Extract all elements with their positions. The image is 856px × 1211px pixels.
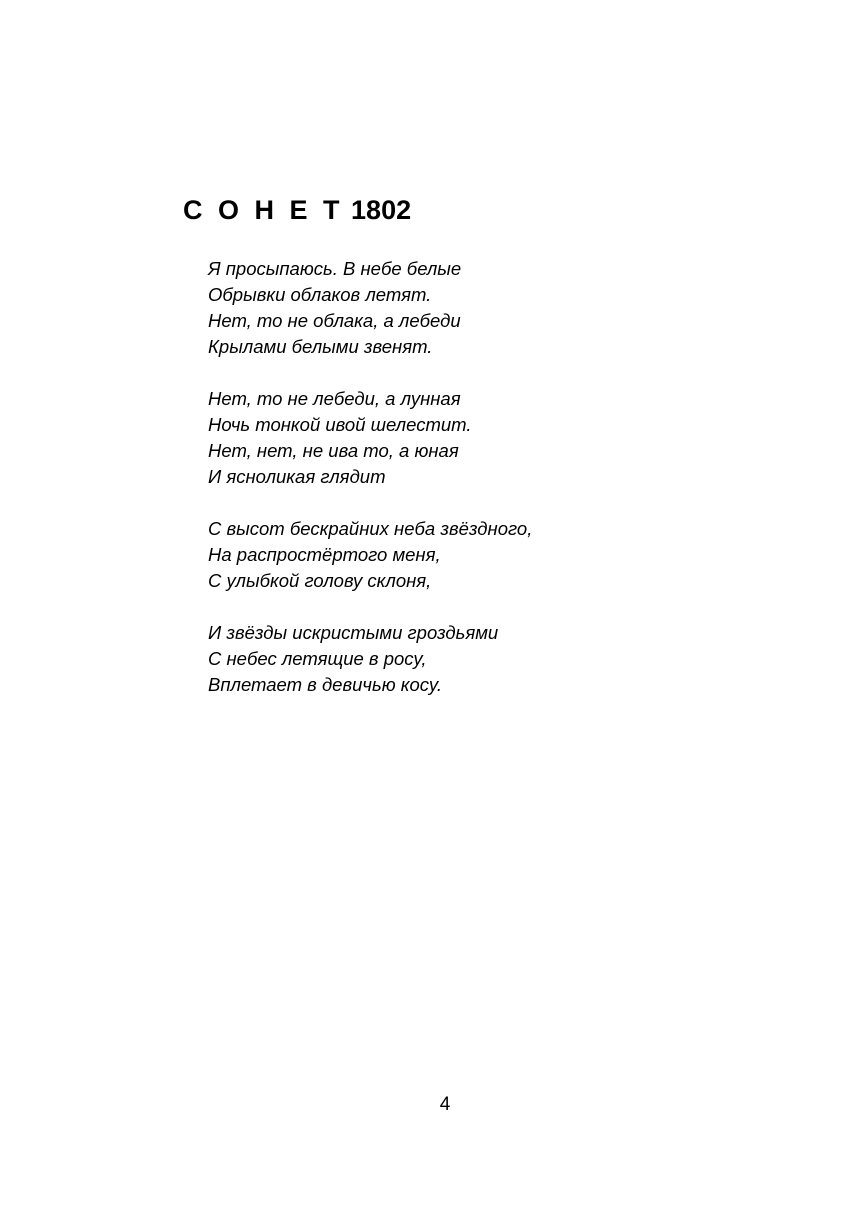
poem-line: Обрывки облаков летят. [208, 284, 432, 305]
stanza [208, 516, 532, 594]
poem-line: С небес летящие в росу, [208, 648, 427, 669]
title-word: С О Н Е Т [183, 195, 344, 225]
poem-line: Нет, то не облака, а лебеди [208, 310, 461, 331]
poem-line: На распростёртого меня, [208, 544, 441, 565]
page-title [183, 193, 411, 227]
poem-line: И ясноликая глядит [208, 466, 386, 487]
stanza [208, 620, 532, 698]
poem-line: Нет, нет, не ива то, а юная [208, 440, 459, 461]
stanza [208, 256, 532, 360]
poem-line: И звёзды искристыми гроздьями [208, 622, 499, 643]
page-number: 4 [439, 1094, 451, 1115]
poem-line: Ночь тонкой ивой шелестит. [208, 414, 472, 435]
poem-line: Крылами белыми звенят. [208, 336, 433, 357]
poem-line: Я просыпаюсь. В небе белые [208, 258, 462, 279]
poem-line: С улыбкой голову склоня, [208, 570, 432, 591]
poem-line: Вплетает в девичью косу. [208, 674, 442, 695]
poem-body [208, 256, 532, 724]
poem-line: Нет, то не лебеди, а лунная [208, 388, 461, 409]
poem-line: С высот бескрайних неба звёздного, [208, 518, 533, 539]
title-number: 1802 [351, 195, 412, 225]
stanza [208, 386, 532, 490]
